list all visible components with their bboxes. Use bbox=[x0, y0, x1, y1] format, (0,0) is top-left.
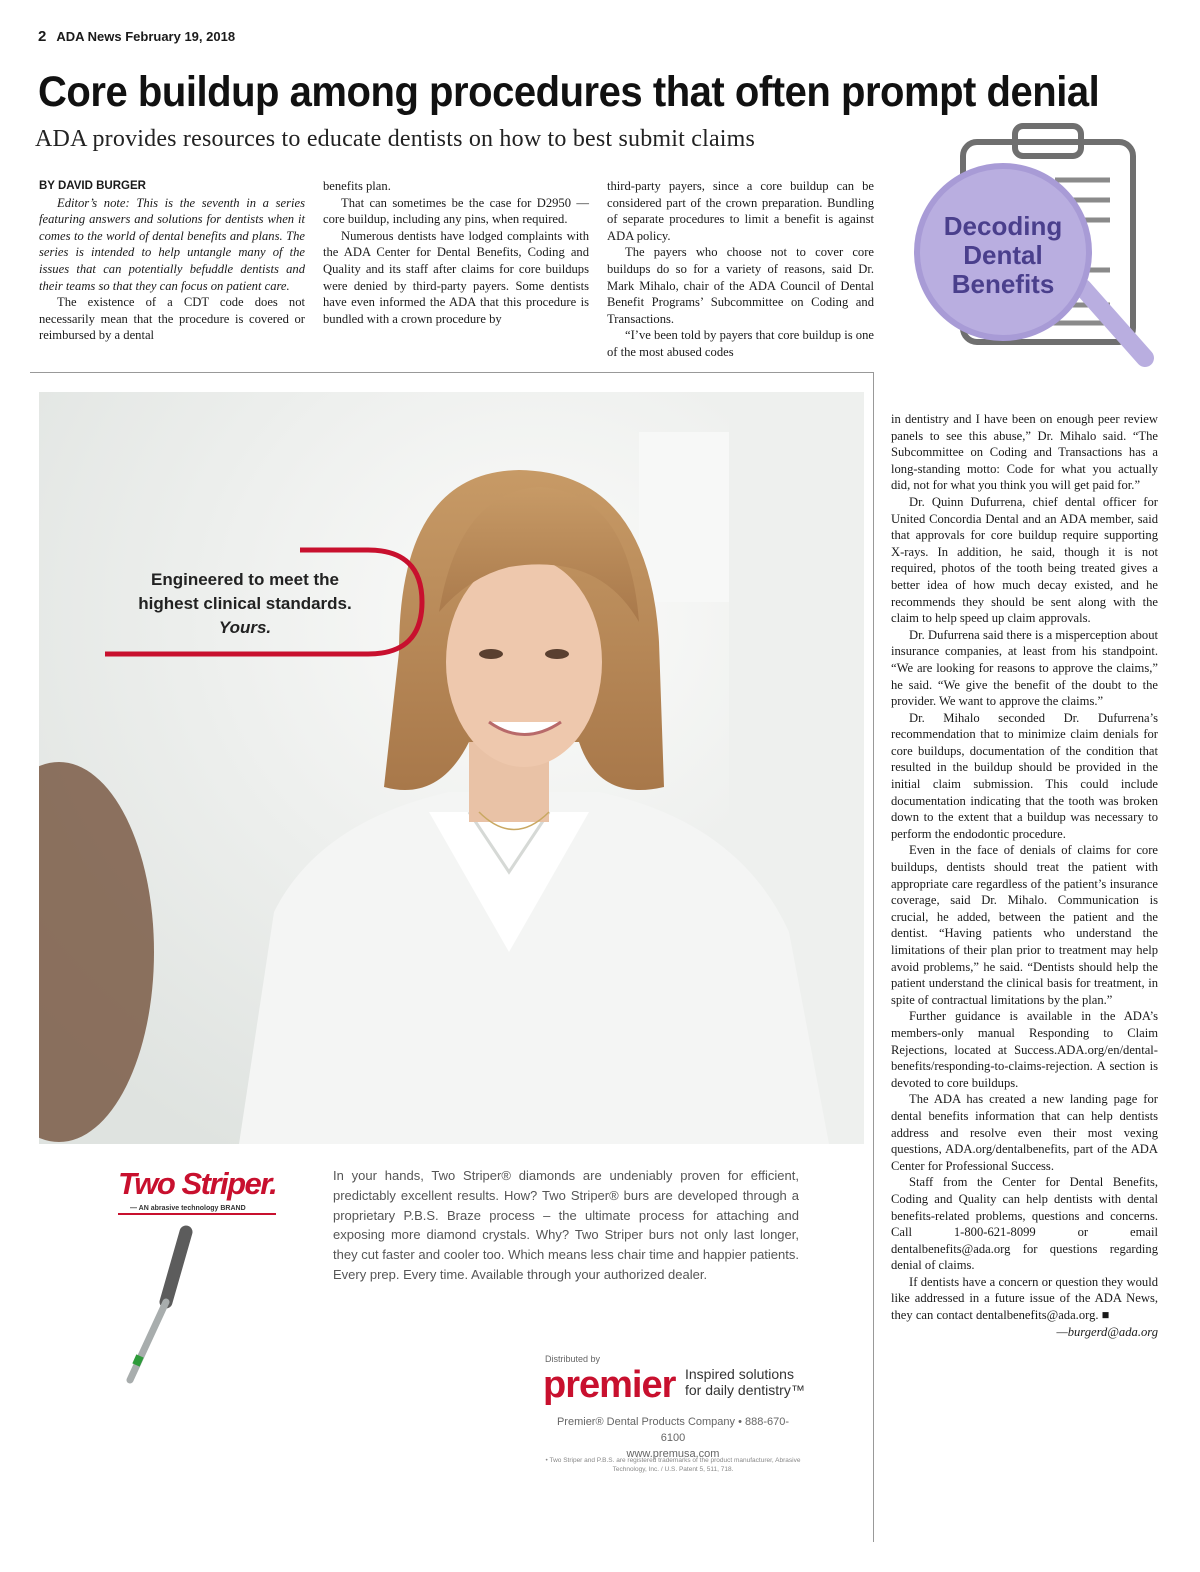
brand-subline: — AN abrasive technology BRAND bbox=[130, 1205, 246, 1212]
badge-line: Dental bbox=[963, 240, 1043, 270]
dentist-illustration bbox=[39, 392, 864, 1144]
paragraph: Dr. Dufurrena said there is a misperception about insurance companies, at least from his standpoint. “We are looking for reasons to approve the claims,” he said. “We give the benefit of the doubt to the provider. We want to approve the claims.” bbox=[891, 627, 1158, 709]
paragraph: “I’ve been told by payers that core buildup is one of the most abused codes bbox=[607, 328, 874, 359]
ad-body-copy: In your hands, Two Striper® diamonds are undeniably proven for efficient, predictably excellent results. How? Two Striper® burs are developed through a proprietary P.B.S. Braze process – the ultimate process for attaching and exposing more diamond crystals. Why? Two Striper burs not only last longer, they cut faster and cooler too. Which means less chair time and happier patients. Every prep. Every time. Available through your authorized dealer. bbox=[333, 1168, 799, 1282]
dental-bur-icon bbox=[108, 1222, 218, 1387]
decoding-dental-benefits-badge bbox=[905, 120, 1165, 375]
paragraph: Dr. Quinn Dufurrena, chief dental officer for United Concordia Dental and an ADA member, said that approvals for core buildup require supporting X-rays. In addition, he said, though it is not required, photos of the tooth being treated gives a better idea of how much decay existed, and he recommends they should be sent along with the claim to help speed up claim approvals. bbox=[891, 494, 1158, 626]
article-deck: ADA provides resources to educate dentists on how to best submit claims bbox=[35, 126, 756, 152]
tagline-line: highest clinical standards. bbox=[138, 594, 352, 613]
horizontal-divider bbox=[30, 372, 873, 373]
trademark-fineprint: • Two Striper and P.B.S. are registered trademarks of the product manufacturer, Abrasive Technology, Inc. / U.S. Patent 5, 511, 718. bbox=[545, 1457, 801, 1473]
paragraph: The existence of a CDT code does not necessarily mean that the procedure is covered or reimbursed by a dental bbox=[39, 295, 305, 343]
two-striper-logo: Two Striper. bbox=[118, 1166, 277, 1201]
publication-date: ADA News February 19, 2018 bbox=[56, 29, 236, 44]
article-column-2 bbox=[323, 178, 589, 327]
tagline-line: Engineered to meet the bbox=[151, 570, 339, 589]
premier-logo: premier bbox=[543, 1364, 676, 1406]
paragraph: Even in the face of denials of claims for core buildups, dentists should treat the patient with appropriate care regardless of the patient’s insurance coverage, said Dr. Mihalo. Communication is crucial, he added, between the patient and the dentist. “Having patients who understand the limitations of their plan prior to treatment may help avoid problems,” he said. “Dentists should help the patient understand the clinical basis for treatment, in spite of contractual limitations by the plan.” bbox=[891, 843, 1158, 1007]
article-headline: Core buildup among procedures that often prompt denial bbox=[38, 68, 1100, 116]
logo-underline bbox=[118, 1213, 276, 1215]
page-number: 2 bbox=[38, 28, 47, 45]
editors-note: Editor’s note: This is the seventh in a series featuring answers and solutions for dentists when it comes to the world of dental benefits and plans. The series is intended to help untangle many of the issues that can potentially befuddle dentists and their teams so that they can focus on patient care. bbox=[39, 195, 305, 293]
author-email: —burgerd@ada.org bbox=[1056, 1324, 1158, 1339]
slogan-line: for daily dentistry™ bbox=[685, 1382, 805, 1398]
company-website[interactable]: www.premusa.com bbox=[626, 1448, 720, 1460]
article-column-1 bbox=[39, 178, 305, 344]
badge-line: Decoding bbox=[943, 211, 1063, 241]
page-folio bbox=[38, 28, 235, 45]
paragraph: third-party payers, since a core buildup can be considered part of the crown preparation. Bundling of separate procedures to limit a benefit is against ADA policy. bbox=[607, 179, 874, 243]
article-column-4 bbox=[891, 411, 1158, 1340]
paragraph: Numerous dentists have lodged complaints with the ADA Center for Dental Benefits, Coding and Quality and its staff after claims for core buildups were denied by third-party payers. Some dentists have even informed the ADA that this procedure is bundled with a crown procedure by bbox=[323, 228, 589, 326]
paragraph: Further guidance is available in the ADA’s members-only manual Responding to Claim Rejections, located at Success.ADA.org/en/dental-benefits/responding-to-claims-rejection. A section is devoted to core buildups. bbox=[891, 1009, 1158, 1090]
company-phone: Premier® Dental Products Company • 888-670-6100 bbox=[556, 1416, 790, 1444]
slogan-line: Inspired solutions bbox=[685, 1366, 794, 1382]
company-contact bbox=[545, 1414, 801, 1462]
ad-tagline bbox=[100, 568, 390, 640]
paragraph: If dentists have a concern or question they would like addressed in a future issue of the ADA News, they can contact dentalbenefits@ada.org. ■ bbox=[891, 1274, 1158, 1323]
paragraph: Staff from the Center for Dental Benefits, Coding and Quality can help dentists with dental benefits-related problems, questions and concerns. Call 1-800-621-8099 or email dentalbenefits@ada.org for questions regarding denial of claims. bbox=[891, 1175, 1158, 1273]
tagline-line: Yours. bbox=[218, 618, 272, 637]
article-column-3 bbox=[607, 178, 874, 361]
ad-photo-dentist bbox=[39, 392, 864, 1144]
premier-slogan bbox=[685, 1366, 805, 1398]
badge-line: Benefits bbox=[951, 269, 1055, 299]
vertical-divider bbox=[873, 372, 874, 1542]
distributed-by-label: Distributed by bbox=[545, 1354, 601, 1364]
paragraph: Dr. Mihalo seconded Dr. Dufurrena’s recommendation that to minimize claim denials for core buildups, documentation of the condition that resulted in the buildup should be provided in the initial claim submission. This could include documentation indicating that the tooth was broken down to the extent that a buildup was necessary to perform the endodontic procedure. bbox=[891, 710, 1158, 841]
paragraph: The ADA has created a new landing page for dental benefits information that can help dentists address and resolve even their most vexing questions, ADA.org/dentalbenefits, part of the ADA Center for Professional Success. bbox=[891, 1092, 1158, 1173]
byline: BY DAVID BURGER bbox=[39, 180, 146, 192]
paragraph: benefits plan. bbox=[323, 179, 391, 193]
badge-title bbox=[933, 212, 1073, 299]
paragraph: The payers who choose not to cover core buildups do so for a variety of reasons, said Dr. Mark Mihalo, chair of the ADA Council of Dental Benefit Programs’ Subcommittee on Coding and Transactions. bbox=[607, 245, 874, 326]
paragraph: in dentistry and I have been on enough peer review panels to see this abuse,” Dr. Mihalo said. “The Subcommittee on Coding and Transactions has a long-standing motto: Code for what you actually did, not for what you think you will get paid for.” bbox=[891, 412, 1158, 493]
paragraph: That can sometimes be the case for D2950 — core buildup, including any pins, when required. bbox=[323, 195, 589, 227]
